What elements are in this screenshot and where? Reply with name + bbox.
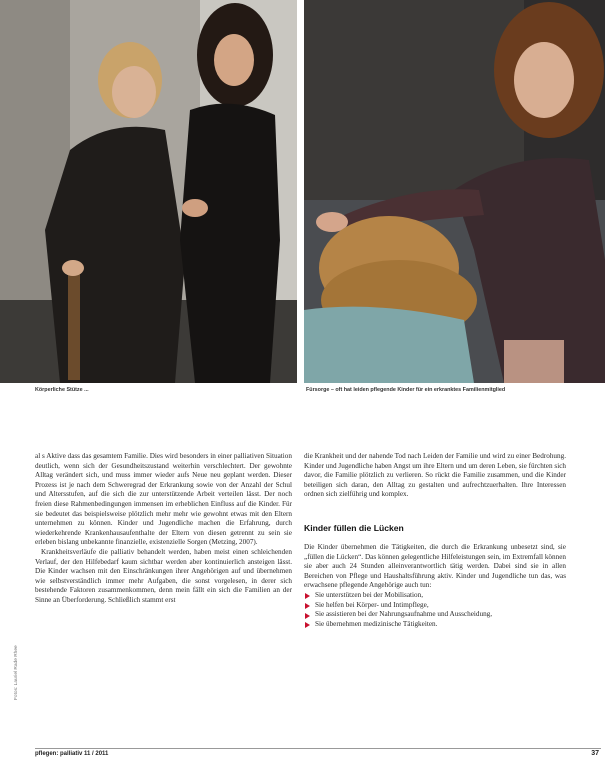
article-paragraph: al s Aktive dass das gesamtem Familie. Dies wird besonders in einer palliativen Situation deutlich, wenn sich der Gesundheitszustand weiterhin verschlechtert. Der gewohnte Alltag verändert sich, und muss immer wieder aufs Neue neu geplant werden. Dieser Prozess ist je nach dem Schweregrad der Erkrankung sowie von der Anzahl der Schul und Altersstufen, auf die sich die zur unterstützende Arbeit verteilen lässt. Der noch freien diese Rahmenbedingungen immensen im erheblichen Einfluss auf die Kinder. Für sie bedeutet das beispielsweise plötzlich mehr mehr wie gewohnt etwas mit den Eltern unternehmen zu können. Kinder und Jugendliche machen die Erfahrung, durch wiederkehrende Krankenhausaufenthalte der Eltern von diesen getrennt zu sein sie erleben bislang unbekannte finanzielle, existenzielle Sorgen (Metzing, 2007). xyxy=(35,452,292,547)
photo-caption-right: Fürsorge – oft hat leiden pflegende Kinder für ein erkranktes Familienmitglied xyxy=(306,387,506,393)
bullet-triangle-icon xyxy=(305,613,310,619)
bullet-item: Sie übernehmen medizinische Tätigkeiten. xyxy=(304,620,566,630)
bullet-list xyxy=(304,591,566,629)
article-paragraph: Die Kinder übernehmen die Tätigkeiten, die durch die Erkrankung unbesetzt sind, sie „füllen die Lücken“. Das können gelegentliche Hilfeleistungen sein, im Extremfall können sie aber auch 24 Stunden alleinverantwortlich tätig werden. Dabei sind sie in allen Bereichen von Pflege und Haushaltsführung aktiv. Kinder und Jugendliche tun das, was erwachsene pflegende Angehörige auch tun: xyxy=(304,542,566,590)
photo-credit: Fotos: Lauriel Rade Rhee xyxy=(14,645,19,700)
section-heading: Kinder füllen die Lücken xyxy=(304,522,404,533)
photo-caption-left: Körperliche Stütze ... xyxy=(35,387,89,393)
photo-support xyxy=(0,0,297,383)
article-column-right xyxy=(304,452,566,629)
page-number: 37 xyxy=(591,750,599,757)
article-paragraph: die Krankheit und der nahende Tod nach Leiden der Familie und wird zu einer Bedrohung. Kinder und Jugendliche haben Angst um ihre Eltern und um deren Leben, sie fürchten sich davor, die Familie plötzlich zu verlieren. So rückt die Familie zusammen, und die Kinder beteiligen sich daran, den Alltag zu gestalten und aufrechtzuerhalten. Ihre Interessen ordnen sich zielführig und komplex. xyxy=(304,452,566,499)
bullet-triangle-icon xyxy=(305,593,310,599)
article-paragraph: Krankheitsverläufe die palliativ behandelt werden, haben meist einen schleichenden Verlauf, der den Hilfebedarf kaum sichtbar werden aber kontinuierlich ansteigen lässt. Die Kinder wachsen mit den Einschränkungen ihrer Angehörigen auf und übernehmen wie selbstverständlich immer mehr Aufgaben, die sonst vorgelesen, in derer sich bestehende Faktoren zusammenkommen, denn mein fällt ein sich die Familien an der Sinne an Überforderung. Schließlich stammt erst xyxy=(35,547,292,604)
bullet-item: Sie helfen bei Körper- und Intimpflege, xyxy=(304,601,566,611)
footer-magazine-name: pflegen: palliativ 11 / 2011 xyxy=(35,751,109,757)
bullet-item: Sie unterstützen bei der Mobilisation, xyxy=(304,591,566,601)
bullet-triangle-icon xyxy=(305,603,310,609)
bullet-triangle-icon xyxy=(305,622,310,628)
article-column-left xyxy=(35,452,292,606)
photo-care xyxy=(304,0,605,383)
bullet-item: Sie assistieren bei der Nahrungsaufnahme und Ausscheidung, xyxy=(304,610,566,620)
footer-divider xyxy=(35,748,601,749)
